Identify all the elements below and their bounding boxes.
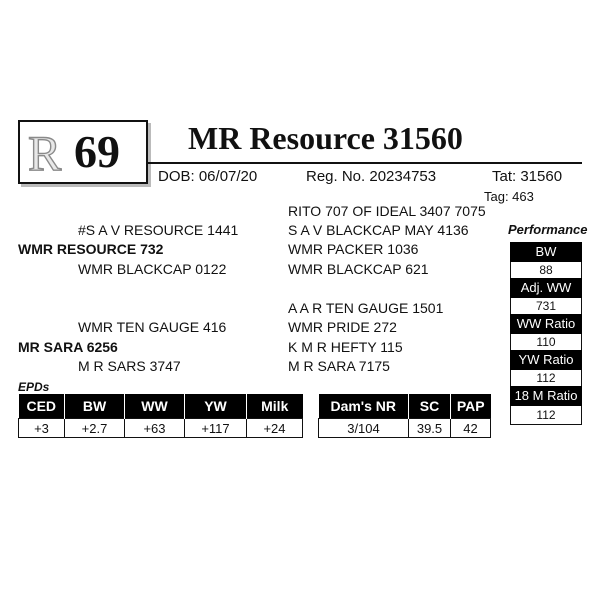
epd-header-ww: WW: [125, 394, 185, 419]
perf-label-18m-ratio: 18 M Ratio: [510, 386, 582, 406]
dam-stats-header-pap: PAP: [451, 394, 491, 419]
epd-header-yw: YW: [185, 394, 247, 419]
epd-value-ww: +63: [125, 419, 185, 438]
perf-label-ww-ratio: WW Ratio: [510, 314, 582, 334]
perf-value-18m-ratio: 112: [510, 406, 582, 425]
pedigree-sire-dam: WMR BLACKCAP 0122: [78, 261, 227, 277]
epd-value-milk: +24: [247, 419, 303, 438]
perf-value-ww-ratio: 110: [510, 334, 582, 350]
epds-label: EPDs: [18, 380, 50, 394]
dam-stats-table: [318, 394, 491, 438]
pedigree-dam-sire-dam: WMR PRIDE 272: [288, 319, 397, 335]
pedigree-dam: MR SARA 6256: [18, 339, 118, 355]
r-logo-icon: [26, 126, 66, 178]
perf-label-yw-ratio: YW Ratio: [510, 350, 582, 370]
performance-column: [510, 242, 582, 425]
logo-letter: R: [28, 126, 62, 178]
epd-header-bw: BW: [65, 394, 125, 419]
title-underline: [146, 162, 582, 164]
pedigree-sire-dam-sire: WMR PACKER 1036: [288, 241, 419, 257]
epd-value-ced: +3: [19, 419, 65, 438]
epd-table: [18, 394, 303, 438]
pedigree-sire-dam-dam: WMR BLACKCAP 621: [288, 261, 429, 277]
pedigree-dam-dam-dam: M R SARA 7175: [288, 358, 390, 374]
epd-value-yw: +117: [185, 419, 247, 438]
perf-value-yw-ratio: 112: [510, 370, 582, 386]
epd-value-bw: +2.7: [65, 419, 125, 438]
dam-stats-value-nr: 3/104: [319, 419, 409, 438]
pedigree-dam-dam: M R SARS 3747: [78, 358, 181, 374]
pedigree-sire-sire-dam: S A V BLACKCAP MAY 4136: [288, 222, 469, 238]
registration-number: Reg. No. 20234753: [306, 168, 437, 185]
dam-stats-value-pap: 42: [451, 419, 491, 438]
dam-stats-header-nr: Dam's NR: [319, 394, 409, 419]
pedigree-dam-dam-sire: K M R HEFTY 115: [288, 339, 403, 355]
performance-title: Performance: [508, 222, 588, 237]
animal-name: MR Resource 31560: [188, 120, 463, 156]
dam-stats-header-sc: SC: [409, 394, 451, 419]
lot-number: 69: [74, 126, 120, 177]
perf-value-bw: 88: [510, 262, 582, 278]
dob: DOB: 06/07/20: [158, 168, 258, 185]
lot-box: [18, 120, 148, 184]
tag: Tag: 463: [484, 189, 534, 204]
epd-header-milk: Milk: [247, 394, 303, 419]
pedigree-sire-sire-sire: RITO 707 OF IDEAL 3407 7075: [288, 203, 486, 219]
pedigree-dam-sire: WMR TEN GAUGE 416: [78, 319, 227, 335]
perf-label-adj-ww: Adj. WW: [510, 278, 582, 298]
pedigree-sire: WMR RESOURCE 732: [18, 241, 164, 257]
pedigree-dam-sire-sire: A A R TEN GAUGE 1501: [288, 300, 444, 316]
tattoo: Tat: 31560: [492, 168, 563, 185]
perf-label-bw: BW: [510, 242, 582, 262]
pedigree-sire-sire: #S A V RESOURCE 1441: [78, 222, 239, 238]
perf-value-adj-ww: 731: [510, 298, 582, 314]
dam-stats-value-sc: 39.5: [409, 419, 451, 438]
epd-header-ced: CED: [19, 394, 65, 419]
